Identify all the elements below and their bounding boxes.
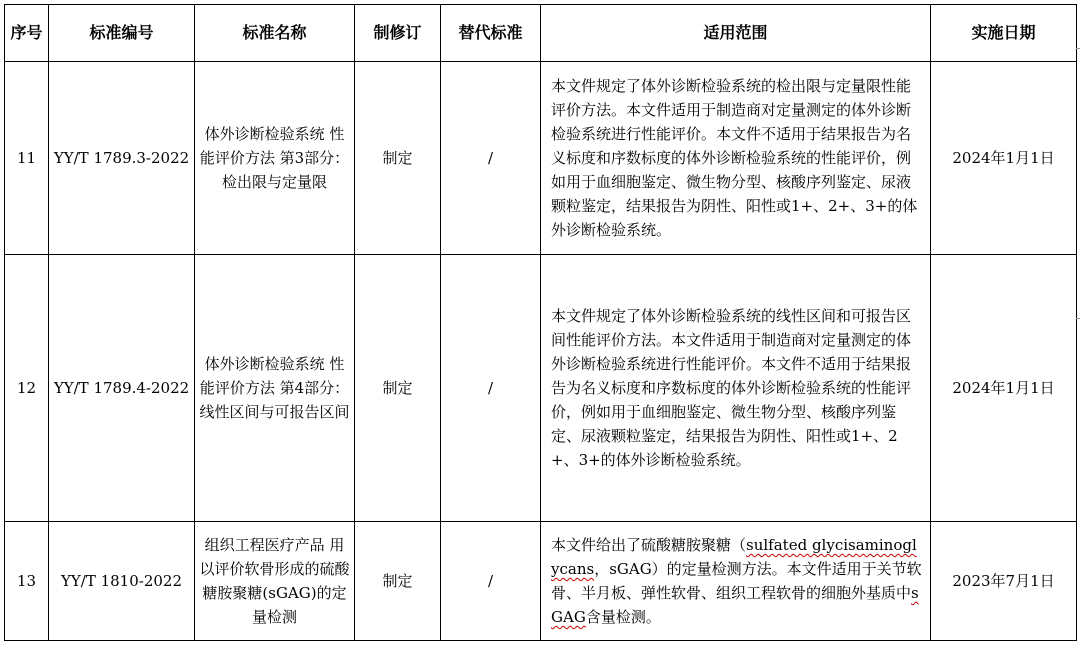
scope-abbrev: sGAG [551, 584, 919, 626]
page-edge-divider [1076, 48, 1080, 49]
table-row [5, 62, 1077, 255]
cell-scope [541, 522, 931, 641]
cell-type: 制定 [355, 255, 441, 522]
cell-code: YY/T 1789.4-2022 [49, 255, 195, 522]
scope-text: 本文件给出了硫酸糖胺聚糖（ [551, 536, 747, 554]
cell-replace: / [441, 62, 541, 255]
cell-name: 体外诊断检验系统 性能评价方法 第4部分：线性区间与可报告区间 [195, 255, 355, 522]
header-seq: 序号 [5, 5, 49, 62]
scope-text: 含量检测。 [585, 608, 661, 626]
cell-date: 2023年7月1日 [931, 522, 1077, 641]
cell-seq: 11 [5, 62, 49, 255]
page-edge-divider [1076, 318, 1080, 319]
standards-table [4, 4, 1077, 641]
cell-scope: 本文件规定了体外诊断检验系统的线性区间和可报告区间性能评价方法。本文件适用于制造商对定量测定的体外诊断检验系统进行性能评价。本文件不适用于结果报告为名义标度和序数标度的体外诊断检验系统的性能评价，例如用于血细胞鉴定、微生物分型、核酸序列鉴定、尿液颗粒鉴定，结果报告为阴性、阳性或1+、2+、3+的体外诊断检验系统。 [541, 255, 931, 522]
cell-type: 制定 [355, 62, 441, 255]
cell-code: YY/T 1810-2022 [49, 522, 195, 641]
cell-replace: / [441, 522, 541, 641]
header-type: 制修订 [355, 5, 441, 62]
scope-latin-term: sulfated glycisaminoglycans [551, 536, 917, 578]
cell-date: 2024年1月1日 [931, 62, 1077, 255]
cell-scope: 本文件规定了体外诊断检验系统的检出限与定量限性能评价方法。本文件适用于制造商对定量测定的体外诊断检验系统进行性能评价。本文件不适用于结果报告为名义标度和序数标度的体外诊断检验系统的性能评价，例如用于血细胞鉴定、微生物分型、核酸序列鉴定、尿液颗粒鉴定，结果报告为阴性、阳性或1+、2+、3+的体外诊断检验系统。 [541, 62, 931, 255]
cell-replace: / [441, 255, 541, 522]
header-replace: 替代标准 [441, 5, 541, 62]
cell-name: 组织工程医疗产品 用以评价软骨形成的硫酸糖胺聚糖(sGAG)的定量检测 [195, 522, 355, 641]
table-row [5, 522, 1077, 641]
table-row [5, 255, 1077, 522]
cell-date: 2024年1月1日 [931, 255, 1077, 522]
header-row [5, 5, 1077, 62]
scope-text: ，sGAG）的定量检测方法。本文件适用于关节软骨、半月板、弹性软骨、组织工程软骨的细胞外基质中 [551, 560, 922, 602]
header-date: 实施日期 [931, 5, 1077, 62]
header-code: 标准编号 [49, 5, 195, 62]
cell-type: 制定 [355, 522, 441, 641]
header-name: 标准名称 [195, 5, 355, 62]
header-scope: 适用范围 [541, 5, 931, 62]
cell-code: YY/T 1789.3-2022 [49, 62, 195, 255]
cell-seq: 12 [5, 255, 49, 522]
cell-name: 体外诊断检验系统 性能评价方法 第3部分：检出限与定量限 [195, 62, 355, 255]
cell-seq: 13 [5, 522, 49, 641]
